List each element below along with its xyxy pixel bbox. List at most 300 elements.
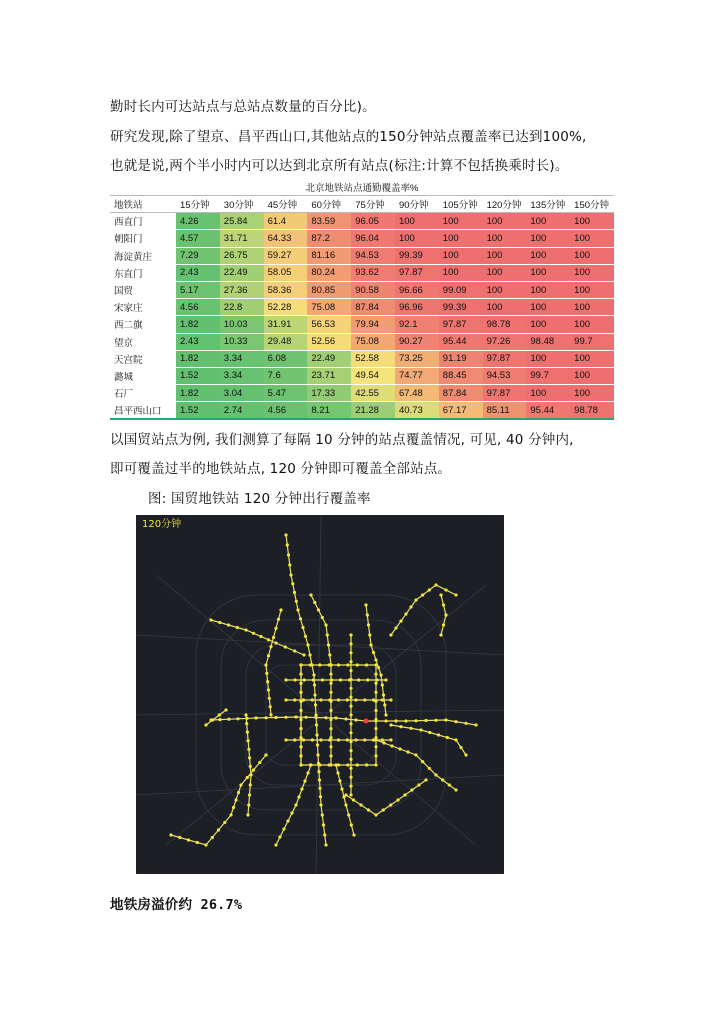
station-dot bbox=[382, 741, 385, 744]
coverage-value-cell: 31.71 bbox=[220, 230, 264, 247]
station-dot bbox=[223, 821, 226, 824]
station-dot bbox=[265, 672, 268, 675]
station-dot bbox=[259, 635, 262, 638]
station-dot bbox=[299, 745, 302, 748]
station-dot bbox=[363, 738, 366, 741]
station-dot bbox=[266, 680, 269, 683]
table-header-cell: 105分钟 bbox=[439, 196, 483, 213]
station-dot bbox=[321, 678, 324, 681]
station-dot bbox=[338, 779, 341, 782]
coverage-value-cell: 100 bbox=[526, 281, 570, 298]
station-dot bbox=[312, 673, 315, 676]
station-dot bbox=[381, 738, 384, 741]
table-header-cell: 60分钟 bbox=[307, 196, 351, 213]
station-dot bbox=[274, 843, 277, 846]
station-dot bbox=[318, 763, 321, 766]
station-dot bbox=[322, 823, 325, 826]
station-dot bbox=[328, 738, 331, 741]
station-dot bbox=[398, 747, 401, 750]
station-dot bbox=[169, 833, 172, 836]
station-dot bbox=[409, 727, 412, 730]
coverage-value-cell: 90.27 bbox=[395, 333, 439, 350]
coverage-value-cell: 56.53 bbox=[307, 316, 351, 333]
station-dot bbox=[329, 754, 332, 757]
station-dot bbox=[313, 683, 316, 686]
station-dot bbox=[313, 693, 316, 696]
coverage-value-cell: 85.11 bbox=[483, 402, 527, 419]
station-dot bbox=[410, 788, 413, 791]
coverage-value-cell: 1.82 bbox=[176, 350, 220, 367]
station-dot bbox=[319, 795, 322, 798]
station-name-cell: 海淀黄庄 bbox=[110, 247, 176, 264]
coverage-value-cell: 10.33 bbox=[220, 333, 264, 350]
station-dot bbox=[187, 838, 190, 841]
coverage-value-cell: 75.08 bbox=[351, 333, 395, 350]
station-dot bbox=[349, 687, 352, 690]
station-dot bbox=[302, 738, 305, 741]
coverage-value-cell: 97.87 bbox=[483, 350, 527, 367]
station-dot bbox=[299, 736, 302, 739]
coverage-value-cell: 5.47 bbox=[264, 385, 308, 402]
station-dot bbox=[247, 739, 250, 742]
station-dot bbox=[454, 593, 457, 596]
coverage-value-cell: 3.34 bbox=[220, 367, 264, 384]
station-dot bbox=[349, 713, 352, 716]
coverage-value-cell: 97.26 bbox=[483, 333, 527, 350]
station-dot bbox=[303, 678, 306, 681]
station-dot bbox=[288, 563, 291, 566]
coverage-value-cell: 95.44 bbox=[439, 333, 483, 350]
coverage-value-cell: 100 bbox=[439, 247, 483, 264]
coverage-value-cell: 29.48 bbox=[264, 333, 308, 350]
station-dot bbox=[349, 731, 352, 734]
coverage-value-cell: 40.73 bbox=[395, 402, 439, 419]
subway-lines bbox=[171, 535, 476, 845]
station-dot bbox=[363, 698, 366, 701]
station-dot bbox=[267, 688, 270, 691]
station-dot bbox=[442, 623, 445, 626]
station-dot bbox=[293, 698, 296, 701]
coverage-value-cell: 92.1 bbox=[395, 316, 439, 333]
station-name-cell: 望京 bbox=[110, 333, 176, 350]
station-dot bbox=[318, 787, 321, 790]
station-dot bbox=[349, 678, 352, 681]
station-name-cell: 石厂 bbox=[110, 385, 176, 402]
station-dot bbox=[350, 823, 353, 826]
station-dot bbox=[389, 803, 392, 806]
station-dot bbox=[372, 698, 375, 701]
station-dot bbox=[316, 743, 319, 746]
station-dot bbox=[319, 803, 322, 806]
station-dot bbox=[377, 666, 380, 669]
coverage-value-cell: 79.94 bbox=[351, 316, 395, 333]
coverage-value-cell: 80.85 bbox=[307, 281, 351, 298]
station-dot bbox=[337, 698, 340, 701]
paragraph-example-line1: 以国贸站点为例, 我们测算了每隔 10 分钟的站点覆盖情况, 可见, 40 分钟内, bbox=[110, 432, 574, 448]
station-dot bbox=[354, 718, 357, 721]
station-dot bbox=[404, 719, 407, 722]
station-dot bbox=[209, 618, 212, 621]
station-dot bbox=[306, 771, 309, 774]
station-dot bbox=[284, 698, 287, 701]
station-dot bbox=[297, 795, 300, 798]
station-dot bbox=[299, 754, 302, 757]
station-dot bbox=[249, 773, 252, 776]
station-dot bbox=[274, 716, 277, 719]
station-dot bbox=[264, 716, 267, 719]
station-dot bbox=[374, 727, 377, 730]
coverage-value-cell: 100 bbox=[439, 213, 483, 230]
coverage-value-cell: 95.44 bbox=[526, 402, 570, 419]
station-dot bbox=[287, 553, 290, 556]
coverage-value-cell: 2.74 bbox=[220, 402, 264, 419]
table-body bbox=[110, 213, 614, 419]
station-dot bbox=[236, 717, 239, 720]
station-dot bbox=[394, 719, 397, 722]
coverage-value-cell: 52.56 bbox=[307, 333, 351, 350]
coverage-value-cell: 87.84 bbox=[439, 385, 483, 402]
station-dot bbox=[359, 803, 362, 806]
subway-line bbox=[211, 620, 304, 655]
station-dot bbox=[218, 621, 221, 624]
table-header-cell: 135分钟 bbox=[526, 196, 570, 213]
station-dot bbox=[279, 608, 282, 611]
station-dot bbox=[239, 783, 242, 786]
station-dot bbox=[356, 663, 359, 666]
station-dot bbox=[323, 833, 326, 836]
station-dot bbox=[347, 813, 350, 816]
table-row bbox=[110, 402, 614, 419]
coverage-value-cell: 98.78 bbox=[483, 316, 527, 333]
station-dot bbox=[269, 645, 272, 648]
station-dot bbox=[211, 718, 214, 721]
station-dot bbox=[294, 803, 297, 806]
station-dot bbox=[204, 843, 207, 846]
table-header-row bbox=[110, 196, 614, 213]
station-dot bbox=[428, 588, 431, 591]
station-dot bbox=[382, 808, 385, 811]
table-header-cell: 地铁站 bbox=[110, 196, 176, 213]
station-dot bbox=[374, 763, 377, 766]
station-dot bbox=[374, 754, 377, 757]
section-heading: 地铁房溢价约 26.7% bbox=[110, 897, 243, 913]
station-dot bbox=[318, 778, 321, 781]
coverage-value-cell: 100 bbox=[395, 230, 439, 247]
station-name-cell: 西直门 bbox=[110, 213, 176, 230]
station-dot bbox=[304, 635, 307, 638]
coverage-value-cell: 5.17 bbox=[176, 281, 220, 298]
coverage-value-cell: 59.27 bbox=[264, 247, 308, 264]
station-dot bbox=[379, 673, 382, 676]
station-dot bbox=[340, 787, 343, 790]
station-dot bbox=[346, 738, 349, 741]
station-dot bbox=[299, 691, 302, 694]
station-dot bbox=[337, 738, 340, 741]
coverage-value-cell: 98.78 bbox=[570, 402, 614, 419]
station-dot bbox=[268, 697, 271, 700]
station-dot bbox=[267, 638, 270, 641]
coverage-value-cell: 75.08 bbox=[307, 299, 351, 316]
station-dot bbox=[384, 678, 387, 681]
table-header-cell: 45分钟 bbox=[264, 196, 308, 213]
station-dot bbox=[293, 649, 296, 652]
station-dot bbox=[295, 600, 298, 603]
coverage-value-cell: 100 bbox=[570, 230, 614, 247]
station-dot bbox=[444, 588, 447, 591]
station-dot bbox=[284, 678, 287, 681]
station-dot bbox=[344, 803, 347, 806]
coverage-value-cell: 4.26 bbox=[176, 213, 220, 230]
coverage-value-cell: 22.49 bbox=[220, 264, 264, 281]
station-dot bbox=[329, 709, 332, 712]
station-dot bbox=[374, 682, 377, 685]
coverage-value-cell: 98.48 bbox=[526, 333, 570, 350]
station-dot bbox=[244, 713, 247, 716]
station-dot bbox=[403, 793, 406, 796]
station-dot bbox=[274, 627, 277, 630]
station-dot bbox=[284, 645, 287, 648]
paragraph-example-line2: 即可覆盖过半的地铁站点, 120 分钟即可覆盖全部站点。 bbox=[110, 461, 452, 477]
station-dot bbox=[339, 678, 342, 681]
station-dot bbox=[399, 725, 402, 728]
station-dot bbox=[414, 598, 417, 601]
coverage-value-cell: 64.33 bbox=[264, 230, 308, 247]
station-dot bbox=[317, 770, 320, 773]
station-dot bbox=[356, 763, 359, 766]
table-row bbox=[110, 350, 614, 367]
station-dot bbox=[291, 582, 294, 585]
coverage-value-cell: 27.36 bbox=[220, 281, 264, 298]
station-dot bbox=[352, 798, 355, 801]
station-dot bbox=[299, 727, 302, 730]
coverage-value-cell: 100 bbox=[570, 367, 614, 384]
station-dot bbox=[396, 798, 399, 801]
coverage-value-cell: 100 bbox=[526, 299, 570, 316]
station-dot bbox=[330, 678, 333, 681]
station-dot bbox=[404, 612, 407, 615]
coverage-value-cell: 1.52 bbox=[176, 367, 220, 384]
table-header-cell: 150分钟 bbox=[570, 196, 614, 213]
station-dot bbox=[309, 663, 312, 666]
station-dot bbox=[417, 783, 420, 786]
coverage-value-cell: 100 bbox=[526, 316, 570, 333]
map-time-label: 120分钟 bbox=[142, 519, 182, 530]
station-dot bbox=[217, 828, 220, 831]
road-network bbox=[136, 515, 504, 874]
station-dot bbox=[299, 709, 302, 712]
station-dot bbox=[389, 723, 392, 726]
station-dot bbox=[399, 619, 402, 622]
coverage-value-cell: 1.82 bbox=[176, 385, 220, 402]
station-dot bbox=[218, 713, 221, 716]
coverage-value-cell: 100 bbox=[570, 213, 614, 230]
station-dot bbox=[302, 653, 305, 656]
station-dot bbox=[299, 682, 302, 685]
station-dot bbox=[237, 791, 240, 794]
station-dot bbox=[383, 703, 386, 706]
coverage-value-cell: 26.75 bbox=[220, 247, 264, 264]
coverage-value-cell: 94.53 bbox=[351, 247, 395, 264]
station-dot bbox=[299, 718, 302, 721]
table-row bbox=[110, 316, 614, 333]
station-dot bbox=[234, 798, 237, 801]
coverage-value-cell: 96.04 bbox=[351, 230, 395, 247]
station-dot bbox=[286, 819, 289, 822]
station-dot bbox=[329, 682, 332, 685]
table-header-cell: 30分钟 bbox=[220, 196, 264, 213]
station-dot bbox=[349, 633, 352, 636]
coverage-table bbox=[110, 178, 614, 419]
coverage-value-cell: 100 bbox=[483, 213, 527, 230]
coverage-value-cell: 96.96 bbox=[395, 299, 439, 316]
station-dot bbox=[272, 636, 275, 639]
station-name-cell: 昌平西山口 bbox=[110, 402, 176, 419]
table-header-cell: 15分钟 bbox=[176, 196, 220, 213]
station-dot bbox=[329, 673, 332, 676]
station-dot bbox=[311, 698, 314, 701]
station-dot bbox=[248, 793, 251, 796]
coverage-value-cell: 100 bbox=[570, 264, 614, 281]
station-dot bbox=[424, 719, 427, 722]
coverage-value-cell: 100 bbox=[483, 230, 527, 247]
station-dot bbox=[301, 626, 304, 629]
station-dot bbox=[352, 833, 355, 836]
station-dot bbox=[319, 698, 322, 701]
paragraph-finding-line1: 研究发现,除了望京、昌平西山口,其他站点的150分钟站点覆盖率已达到100%, bbox=[110, 129, 587, 145]
station-dot bbox=[236, 626, 239, 629]
coverage-value-cell: 8.21 bbox=[307, 402, 351, 419]
station-dot bbox=[254, 716, 257, 719]
station-dot bbox=[315, 723, 318, 726]
coverage-value-cell: 100 bbox=[526, 385, 570, 402]
coverage-value-cell: 100 bbox=[439, 264, 483, 281]
subway-line bbox=[276, 765, 311, 845]
station-dot bbox=[315, 733, 318, 736]
coverage-value-cell: 17.33 bbox=[307, 385, 351, 402]
station-dot bbox=[311, 738, 314, 741]
coverage-value-cell: 7.29 bbox=[176, 247, 220, 264]
station-dot bbox=[299, 617, 302, 620]
station-dot bbox=[464, 753, 467, 756]
station-dot bbox=[218, 718, 221, 721]
station-dot bbox=[349, 705, 352, 708]
station-dot bbox=[439, 593, 442, 596]
station-dot bbox=[354, 738, 357, 741]
station-dot bbox=[349, 660, 352, 663]
station-dot bbox=[264, 663, 267, 666]
station-dot bbox=[329, 727, 332, 730]
coverage-value-cell: 6.08 bbox=[264, 350, 308, 367]
table-row bbox=[110, 281, 614, 298]
station-dot bbox=[349, 669, 352, 672]
station-dot bbox=[349, 758, 352, 761]
coverage-value-cell: 91.19 bbox=[439, 350, 483, 367]
station-dot bbox=[246, 731, 249, 734]
station-dot bbox=[316, 753, 319, 756]
station-dot bbox=[389, 698, 392, 701]
coverage-value-cell: 61.4 bbox=[264, 213, 308, 230]
station-dot bbox=[227, 718, 230, 721]
station-dot bbox=[249, 765, 252, 768]
coverage-value-cell: 100 bbox=[483, 299, 527, 316]
station-dot bbox=[327, 643, 330, 646]
station-dot bbox=[252, 768, 255, 771]
station-dot bbox=[369, 643, 372, 646]
station-dot bbox=[245, 722, 248, 725]
station-name-cell: 潞城 bbox=[110, 367, 176, 384]
coverage-value-cell: 1.52 bbox=[176, 402, 220, 419]
station-dot bbox=[328, 698, 331, 701]
station-dot bbox=[354, 698, 357, 701]
coverage-value-cell: 73.25 bbox=[395, 350, 439, 367]
station-dot bbox=[277, 618, 280, 621]
station-dot bbox=[317, 608, 320, 611]
station-dot bbox=[444, 718, 447, 721]
station-dot bbox=[414, 719, 417, 722]
coverage-value-cell: 99.09 bbox=[439, 281, 483, 298]
station-dot bbox=[365, 663, 368, 666]
station-dot bbox=[390, 744, 393, 747]
table-header-cell: 75分钟 bbox=[351, 196, 395, 213]
coverage-value-cell: 2.43 bbox=[176, 333, 220, 350]
coverage-value-cell: 80.24 bbox=[307, 264, 351, 281]
coverage-value-cell: 1.82 bbox=[176, 316, 220, 333]
station-dot bbox=[196, 841, 199, 844]
station-dot bbox=[274, 641, 277, 644]
station-dot bbox=[211, 836, 214, 839]
station-dot bbox=[329, 718, 332, 721]
station-dot bbox=[346, 663, 349, 666]
coverage-value-cell: 4.57 bbox=[176, 230, 220, 247]
station-dot bbox=[289, 573, 292, 576]
station-dot bbox=[384, 713, 387, 716]
coverage-value-cell: 23.71 bbox=[307, 367, 351, 384]
station-dot bbox=[247, 748, 250, 751]
station-dot bbox=[349, 642, 352, 645]
station-dot bbox=[421, 593, 424, 596]
station-dot bbox=[464, 722, 467, 725]
coverage-value-cell: 4.56 bbox=[264, 402, 308, 419]
coverage-value-cell: 99.39 bbox=[439, 299, 483, 316]
table-row bbox=[110, 213, 614, 230]
coverage-value-cell: 67.48 bbox=[395, 385, 439, 402]
station-dot bbox=[406, 750, 409, 753]
station-dot bbox=[329, 691, 332, 694]
station-dot bbox=[374, 709, 377, 712]
table-row bbox=[110, 333, 614, 350]
station-dot bbox=[284, 533, 287, 536]
coverage-value-cell: 100 bbox=[570, 385, 614, 402]
station-dot bbox=[284, 716, 287, 719]
coverage-value-cell: 100 bbox=[395, 213, 439, 230]
station-dot bbox=[337, 663, 340, 666]
coverage-value-cell: 100 bbox=[570, 281, 614, 298]
station-dot bbox=[364, 603, 367, 606]
figure-caption: 图: 国贸地铁站 120 分钟出行覆盖率 bbox=[148, 491, 371, 507]
coverage-value-cell: 100 bbox=[570, 247, 614, 264]
station-name-cell: 东直门 bbox=[110, 264, 176, 281]
station-name-cell: 天宫院 bbox=[110, 350, 176, 367]
station-dot bbox=[394, 626, 397, 629]
station-dot bbox=[326, 633, 329, 636]
coverage-value-cell: 97.87 bbox=[483, 385, 527, 402]
station-dot bbox=[366, 678, 369, 681]
station-dot bbox=[267, 654, 270, 657]
coverage-value-cell: 96.05 bbox=[351, 213, 395, 230]
station-dot bbox=[334, 763, 337, 766]
coverage-value-cell: 94.53 bbox=[483, 367, 527, 384]
station-dot bbox=[374, 663, 377, 666]
